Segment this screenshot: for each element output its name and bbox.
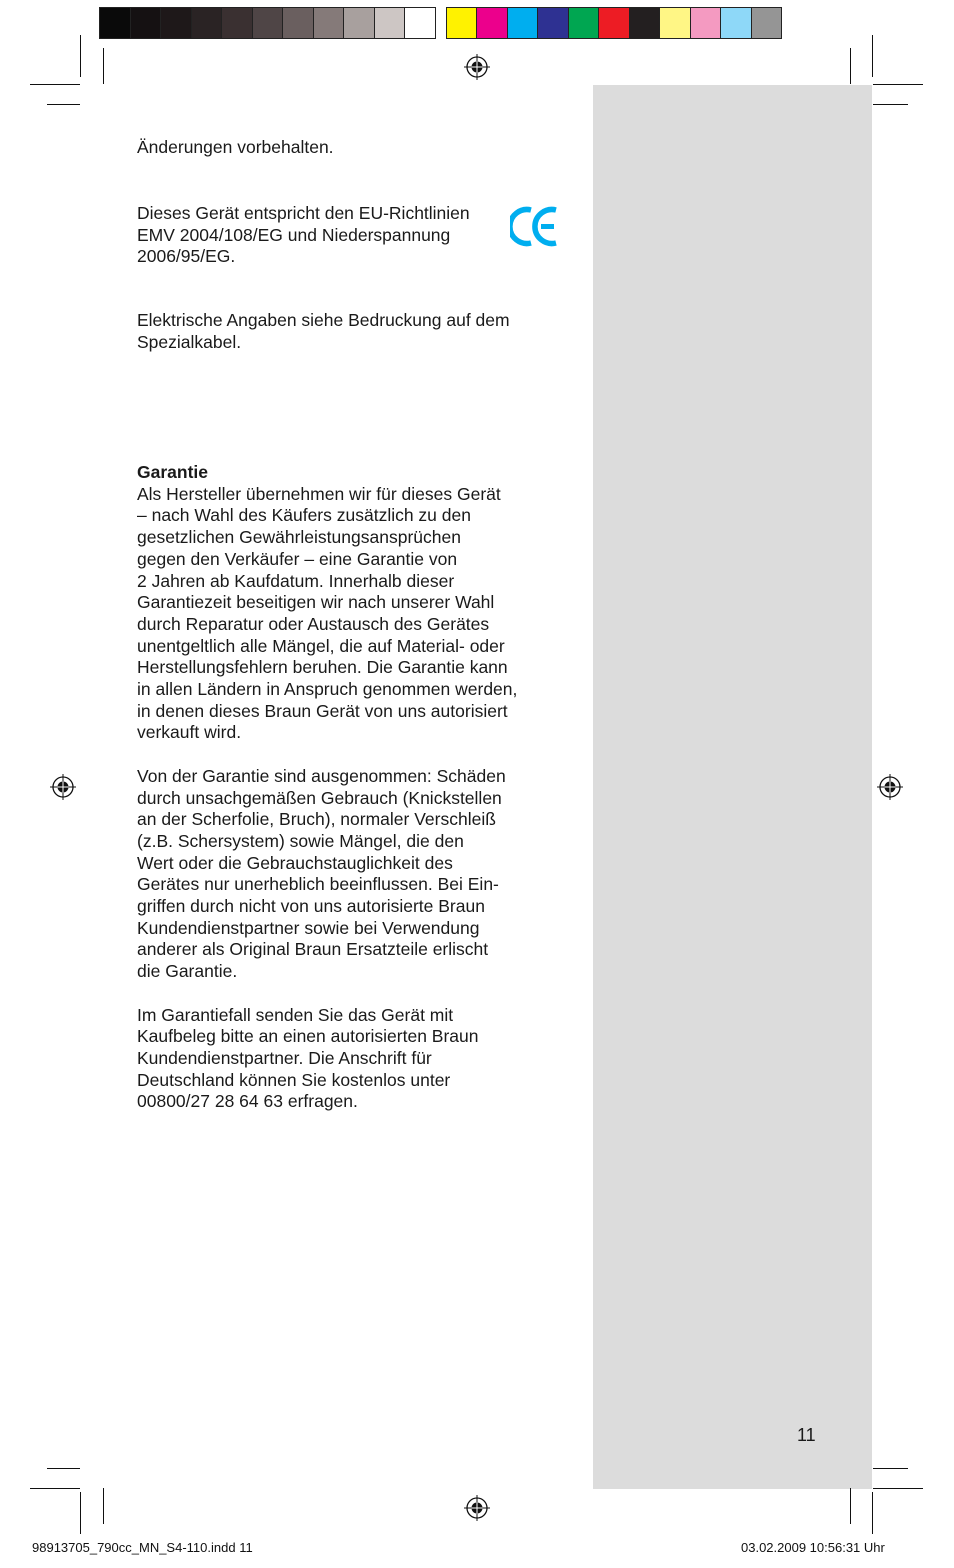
warranty-paragraph-3: Im Garantiefall senden Sie das Gerät mit Kaufbeleg bitte an einen autorisierten Braun Kundendienstpartner. Die Anschrift für Deutschland können Sie kostenlos unter 00800/27 28 64 63 erfragen.: [137, 1004, 479, 1112]
compliance-text: Dieses Gerät entspricht den EU-Richtlinien EMV 2004/108/EG und Niederspannung 2006/95/EG.: [137, 203, 470, 267]
color-swatch: [476, 7, 508, 39]
crop-mark: [873, 104, 908, 105]
color-calibration-bar: [100, 7, 782, 39]
crop-mark: [103, 1488, 104, 1524]
electrical-block: [137, 310, 567, 353]
notice: Änderungen vorbehalten.: [137, 137, 334, 157]
color-swatch: [598, 7, 630, 39]
color-swatch: [568, 7, 600, 39]
color-swatch: [99, 7, 131, 39]
side-panel: [593, 85, 872, 1489]
ce-mark-icon: [510, 204, 560, 249]
crop-mark: [47, 104, 80, 105]
warranty-paragraph-1: Als Hersteller übernehmen wir für dieses Gerät – nach Wahl des Käufers zusätzlich zu den gesetzlichen Gewährleistungsansprüchen gegen den Verkäufer – eine Garantie von 2 Jahren ab Kaufdatum. Innerhalb dieser Garantiezeit beseitigen wir nach unserer Wahl durch Reparatur oder Austausch des Gerätes unentgeltlich alle Mängel, die auf Material- oder Herstellungsfehlern beruhen. Die Garantie kann in allen Ländern in Anspruch genommen werden, in denen dieses Braun Gerät von uns autorisiert verkauft wird.: [137, 483, 518, 743]
registration-mark-icon: [50, 774, 76, 800]
color-swatch: [404, 7, 436, 39]
registration-mark-icon: [877, 774, 903, 800]
slug-date: 03.02.2009 10:56:31 Uhr: [741, 1540, 885, 1555]
warranty-paragraph-2: Von der Garantie sind ausgenommen: Schäden durch unsachgemäßen Gebrauch (Knickstellen an der Scherfolie, Bruch), normaler Verschleiß (z.B. Schersystem) sowie Mängel, die den Wert oder die Gebrauchstauglichkeit des Gerätes nur unerheblich beeinflussen. Bei Ein- griffen durch nicht von uns autorisierte Braun Kundendienstpartner sowie bei Verwendung anderer als Original Braun Ersatzteile erlischt die Garantie.: [137, 765, 506, 982]
crop-mark: [30, 1488, 80, 1489]
color-swatch: [160, 7, 192, 39]
crop-mark: [30, 84, 80, 85]
color-swatch: [221, 7, 253, 39]
warranty-heading: Garantie: [137, 462, 208, 482]
color-swatch: [343, 7, 375, 39]
crop-mark: [47, 1468, 80, 1469]
crop-mark: [80, 35, 81, 77]
crop-mark: [850, 1488, 851, 1524]
color-swatch: [629, 7, 661, 39]
color-swatch: [191, 7, 223, 39]
crop-mark: [873, 1468, 908, 1469]
page-number: 11: [797, 1425, 816, 1445]
color-swatch: [282, 7, 314, 39]
registration-mark-icon: [464, 54, 490, 80]
color-swatch: [252, 7, 284, 39]
warranty-section: [137, 462, 567, 1113]
color-swatch: [720, 7, 752, 39]
color-swatch: [690, 7, 722, 39]
color-swatch: [313, 7, 345, 39]
electrical-text: Elektrische Angaben siehe Bedruckung auf dem Spezialkabel.: [137, 310, 510, 352]
crop-mark: [80, 1492, 81, 1534]
notice-text: [137, 137, 567, 159]
crop-mark: [103, 48, 104, 84]
crop-mark: [873, 84, 923, 85]
color-swatch: [537, 7, 569, 39]
crop-mark: [872, 1492, 873, 1534]
crop-mark: [873, 1488, 923, 1489]
color-swatch: [659, 7, 691, 39]
color-swatch: [446, 7, 478, 39]
registration-mark-icon: [464, 1495, 490, 1521]
color-swatch: [374, 7, 406, 39]
compliance-block: [137, 203, 517, 268]
crop-mark: [850, 48, 851, 84]
color-swatch: [507, 7, 539, 39]
crop-mark: [872, 35, 873, 77]
color-swatch: [751, 7, 783, 39]
slug-file: 98913705_790cc_MN_S4-110.indd 11: [32, 1540, 253, 1555]
color-swatch: [130, 7, 162, 39]
